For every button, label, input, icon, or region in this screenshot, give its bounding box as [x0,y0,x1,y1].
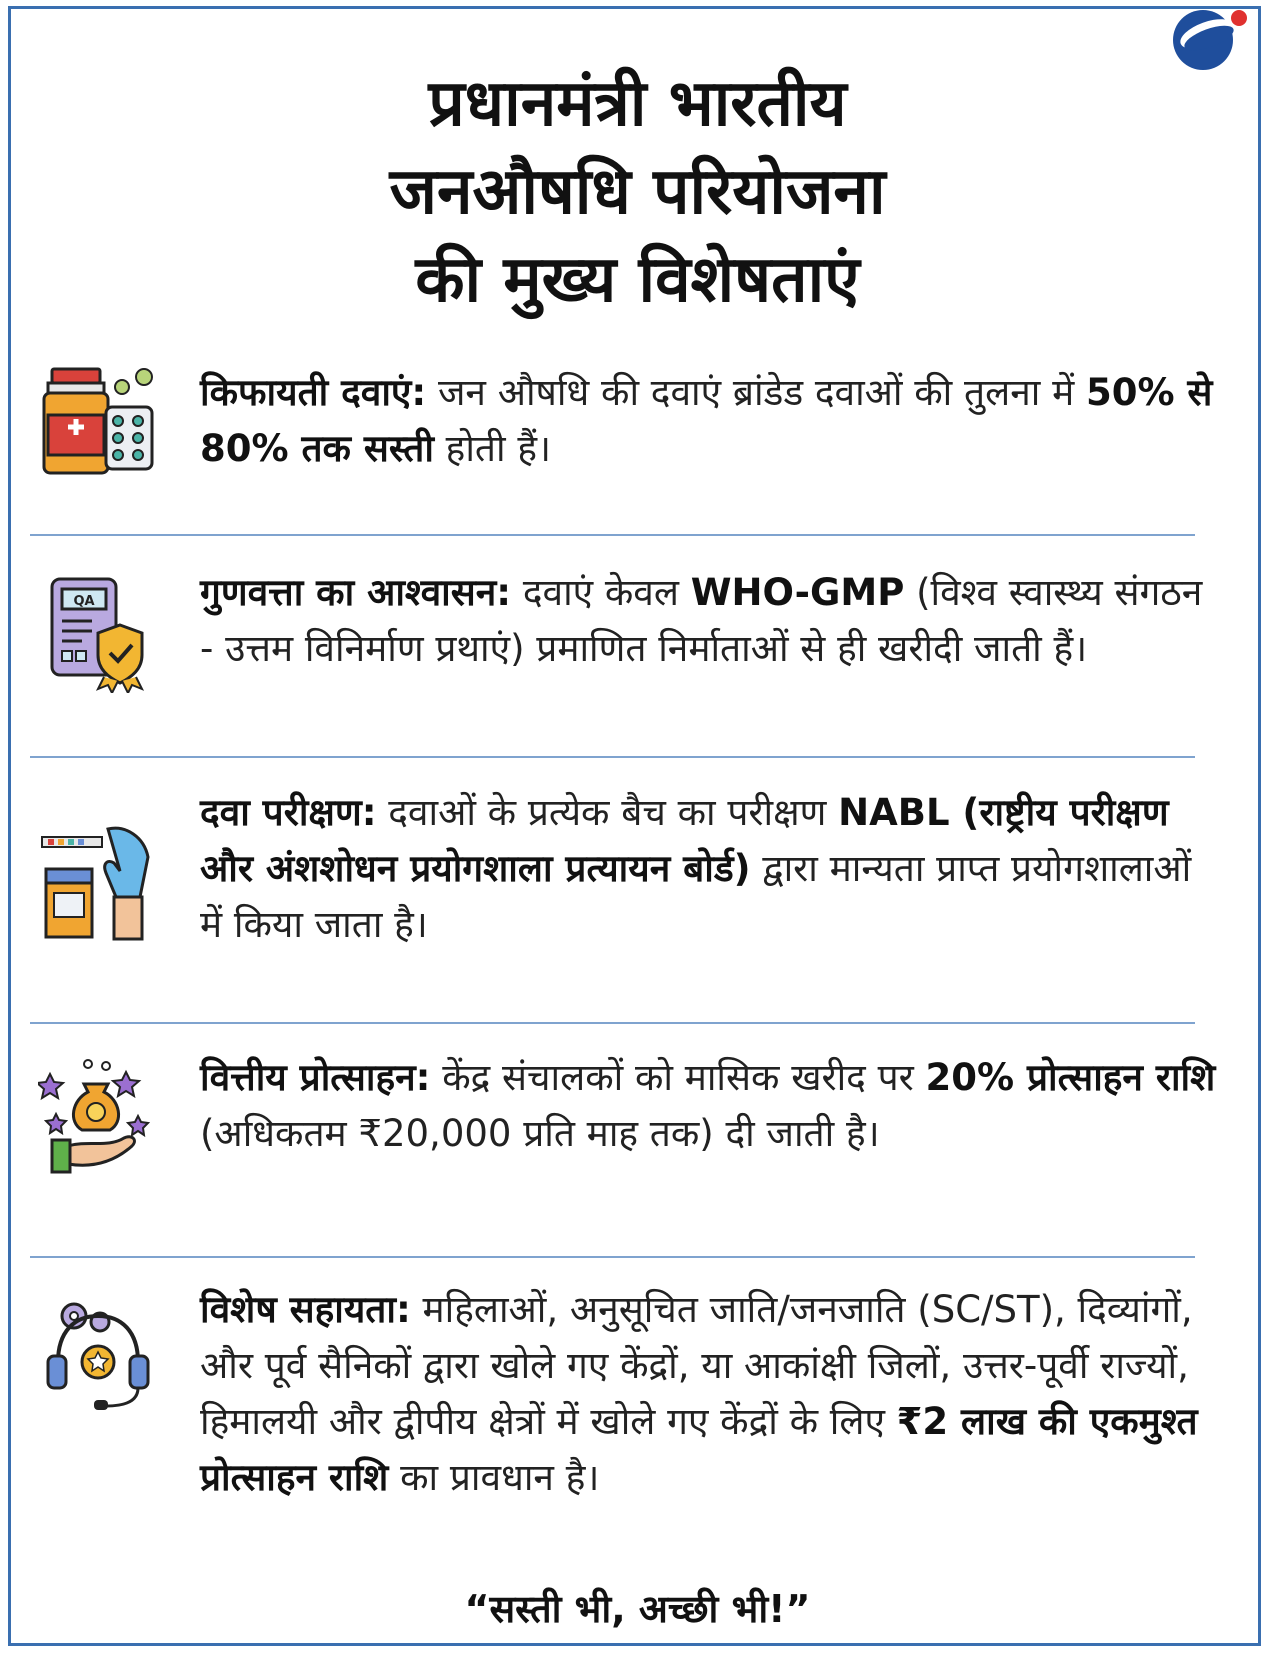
divider [30,756,1195,758]
feature-heading: किफायती दवाएं: [200,371,427,414]
feature-text: जन औषधि की दवाएं ब्रांडेड दवाओं की तुलना में [426,371,1086,414]
financial-incentive-money-bag-icon [38,1054,158,1174]
feature-text: द्वारा मान्यता प्राप्त प्रयोगशालाओं में किया जाता है। [200,847,1192,946]
feature-text: महिलाओं, अनुसूचित जाति/जनजाति (SC/ST), दिव्यांगों, और पूर्व सैनिकों द्वारा खोले गए केंद्रों, या आकांक्षी जिलों, उत्तर-पूर्वी राज्यों, हिमालयी और द्वीपीय क्षेत्रों में खोले गए केंद्रों के लिए [200,1288,1193,1443]
feature-text: दवाएं केवल [511,571,691,614]
feature-heading: विशेष सहायता: [200,1288,411,1331]
divider [30,1022,1195,1024]
feature-heading: वित्तीय प्रोत्साहन: [200,1056,431,1099]
drug-testing-lab-icon [38,823,158,943]
feature-emphasis: WHO-GMP [690,571,905,614]
feature-text: दवाओं के प्रत्येक बैच का परीक्षण [376,791,839,834]
title-line-3: की मुख्य विशेषताएं [415,243,860,317]
title-line-1: प्रधानमंत्री भारतीय [428,67,847,141]
title-line-2: जनऔषधि परियोजना [389,155,886,229]
feature-emphasis: ₹2 लाख की एकमुश्त प्रोत्साहन राशि [200,1400,1198,1499]
feature-heading: गुणवत्ता का आश्वासन: [200,571,512,614]
feature-emphasis: 20% प्रोत्साहन राशि [925,1056,1216,1099]
page-title [0,60,1275,324]
divider [30,534,1195,536]
svg-text:QA: QA [73,594,95,609]
tagline: “सस्ती भी, अच्छी भी!” [464,1587,811,1631]
divider [30,1256,1195,1258]
feature-text: केंद्र संचालकों को मासिक खरीद पर [430,1056,926,1099]
quality-assurance-badge-icon [38,573,158,693]
medicine-bottle-pills-icon [38,363,158,483]
feature-emphasis: NABL (राष्ट्रीय परीक्षण और अंशशोधन प्रयोगशाला प्रत्यायन बोर्ड) [200,791,1169,890]
feature-text: (विश्व स्वास्थ्य संगठन - उत्तम विनिर्माण प्रथाएं) प्रमाणित निर्माताओं से ही खरीदी जाती हैं। [200,571,1203,670]
feature-heading: दवा परीक्षण: [200,791,377,834]
feature-text: (अधिकतम ₹20,000 प्रति माह तक) दी जाती है। [200,1112,880,1155]
feature-text: का प्रावधान है। [388,1456,600,1499]
feature-emphasis: 50% से 80% तक सस्ती [200,371,1213,470]
feature-text: होती हैं। [433,427,552,470]
support-headset-icon [38,1292,158,1412]
